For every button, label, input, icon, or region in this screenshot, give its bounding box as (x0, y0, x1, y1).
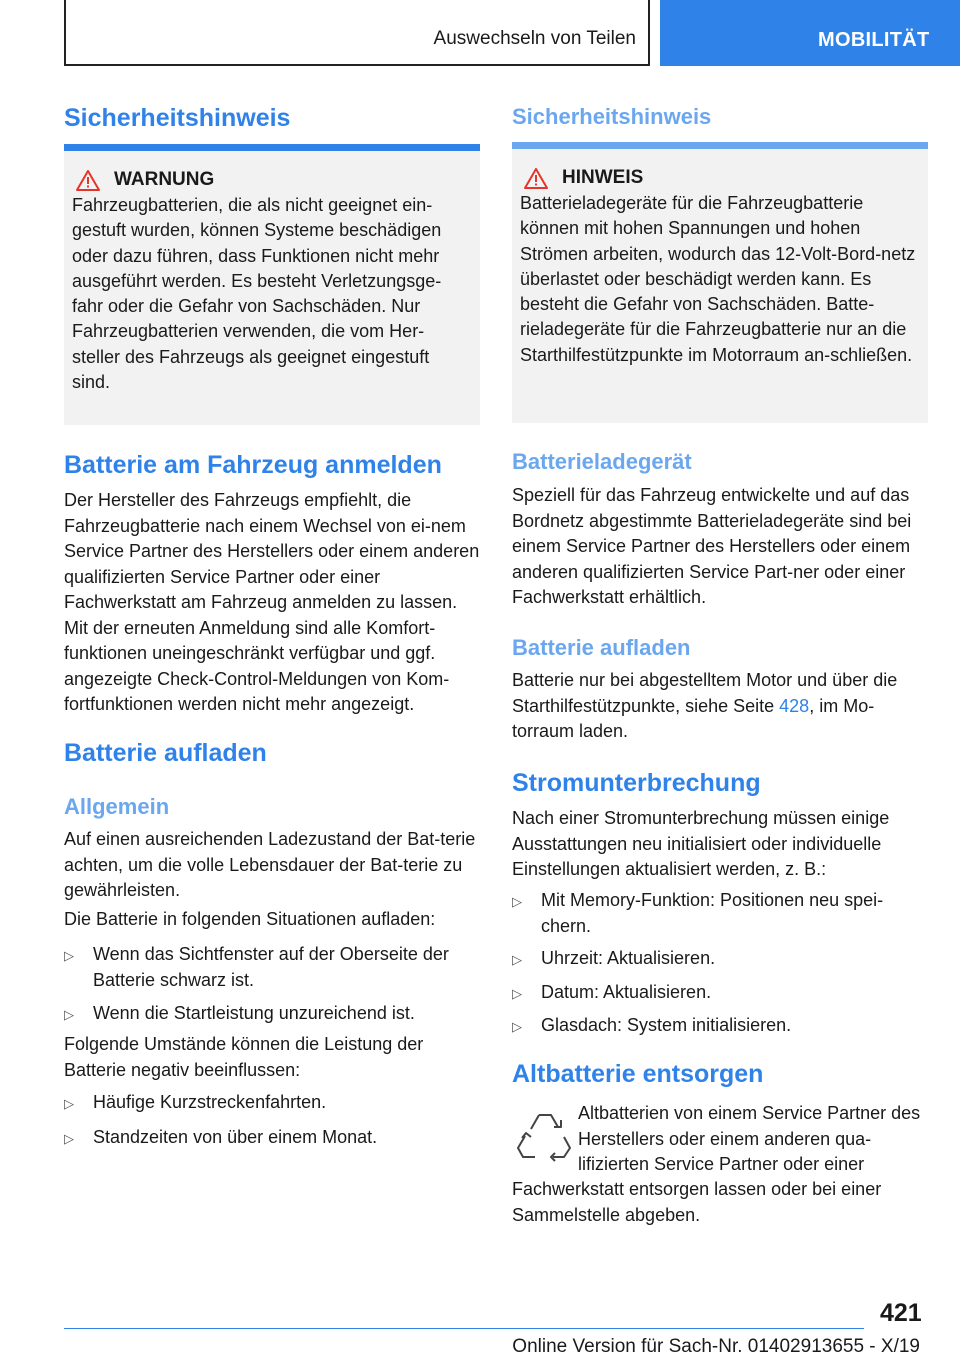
online-version-note: Online Version für Sach-Nr. 01402913655 - X/19 (512, 1336, 920, 1357)
section-title: Auswechseln von Teilen (433, 28, 636, 49)
factors-intro: Folgende Umstände können die Leistung der Batterie negativ beeinflussen: (64, 1034, 424, 1080)
triangle-bullet-icon: ▷ (64, 1096, 74, 1111)
situations-list (64, 942, 480, 1028)
recycle-icon (512, 1107, 578, 1163)
safety-heading-right: Sicherheitshinweis (512, 104, 712, 129)
triangle-bullet-icon: ▷ (512, 894, 522, 909)
notice-header (520, 167, 920, 189)
triangle-bullet-icon: ▷ (512, 952, 522, 967)
disposal-heading: Altbatterie entsorgen (512, 1060, 764, 1088)
disposal-text-side: Altbatterien von einem Service Partner des Herstellers oder einem anderen qua-lifizierten Service Partner oder einer (578, 1103, 921, 1174)
situations-intro: Die Batterie in folgenden Situationen aufladen: (64, 909, 436, 929)
list-item: ▷ Uhrzeit: Aktualisieren. (512, 946, 928, 973)
triangle-bullet-icon: ▷ (512, 1019, 522, 1034)
list-item: ▷ Datum: Aktualisieren. (512, 980, 928, 1007)
warning-box (64, 144, 480, 425)
triangle-bullet-icon: ▷ (512, 985, 522, 1001)
footer-divider (64, 1328, 864, 1329)
power-list (512, 888, 928, 1040)
triangle-bullet-icon: ▷ (64, 1130, 74, 1146)
warning-triangle-icon (524, 168, 548, 189)
power-text: Nach einer Stromunterbrechung müssen einige Ausstattungen neu initialisiert oder individuelle Einstellungen aktualisiert werden, z. B.: (512, 808, 890, 879)
warning-triangle-icon (76, 170, 100, 191)
page-link-428[interactable]: 428 (779, 695, 810, 716)
list-item: ▷ Mit Memory-Funktion: Positionen neu spei-chern. (512, 888, 928, 939)
chapter-tab[interactable]: MOBILITÄT (660, 0, 960, 66)
factors-list (64, 1090, 480, 1151)
triangle-bullet-icon: ▷ (64, 948, 74, 963)
register-text: Der Hersteller des Fahrzeugs empfiehlt, die Fahrzeugbatterie nach einem Wechsel von ei-nem Service Partner des Herstellers oder einem anderen qualifizierten Service Partner oder einer Fachwerkstatt am Fahrzeug anmelden zu lassen. Mit der erneuten Anmeldung sind alle Komfort-funktionen uneingeschränkt verfügbar und ggf. angezeigte Check-Control-Meldungen von Kom-fortfunktionen werden nicht mehr angezeigt. (64, 490, 480, 714)
disposal-row (512, 1101, 928, 1178)
register-heading: Batterie am Fahrzeug anmelden (64, 451, 442, 479)
charge-heading-left: Batterie aufladen (64, 739, 267, 767)
page-number: 421 (880, 1299, 922, 1327)
list-item: ▷ Glasdach: System initialisieren. (512, 1013, 928, 1040)
safety-heading-left: Sicherheitshinweis (64, 104, 291, 132)
disposal-text-full: Fachwerkstatt entsorgen lassen oder bei einer Sammelstelle abgeben. (512, 1179, 882, 1225)
charge-heading-right: Batterie aufladen (512, 635, 691, 660)
general-text: Auf einen ausreichenden Ladezustand der Bat-terie achten, um die volle Lebensdauer der Bat-terie zu gewährleisten. (64, 829, 476, 900)
general-heading: Allgemein (64, 794, 170, 819)
charge-text: Batterie nur bei abgestelltem Motor und über die Starthilfestützpunkte, siehe Seite 428, im Mo-torraum laden. (512, 670, 898, 741)
header-underline (64, 64, 650, 66)
list-item: ▷ Wenn das Sichtfenster auf der Oberseite der Batterie schwarz ist. (64, 942, 480, 993)
power-heading: Stromunterbrechung (512, 769, 761, 797)
list-item: ▷ Häufige Kurzstreckenfahrten. (64, 1090, 480, 1117)
charger-heading: Batterieladegerät (512, 449, 692, 474)
notice-label: HINWEIS (562, 167, 644, 188)
list-item: ▷ Standzeiten von über einem Monat. (64, 1125, 480, 1152)
triangle-bullet-icon: ▷ (64, 1007, 74, 1022)
warning-label: WARNUNG (114, 169, 215, 190)
warning-text: Fahrzeugbatterien, die als nicht geeignet ein-gestuft wurden, können Systeme beschädigen oder dazu führen, dass Funktionen nicht mehr ausgeführt werden. Es besteht Verletzungsge-fahr oder die Gefahr von Sachschäden. Nur Fahrzeugbatterien verwenden, die vom Her-steller des Fahrzeugs als geeignet eingestuft sind. (72, 195, 442, 393)
list-item: ▷ Wenn die Startleistung unzureichend ist. (64, 1001, 480, 1028)
notice-box (512, 142, 928, 423)
header-divider-right (648, 0, 650, 66)
notice-text: Batterieladegeräte für die Fahrzeugbatterie können mit hohen Spannungen und hohen Strömen arbeiten, wodurch das 12-Volt-Bord-netz überlastet oder beschädigt werden kann. Es besteht die Gefahr von Sachschäden. Batte-rieladegeräte für die Fahrzeugbatterie nur an die Starthilfestützpunkte im Motorraum an-schließen. (520, 193, 916, 365)
charger-text: Speziell für das Fahrzeug entwickelte und auf das Bordnetz abgestimmte Batterieladegeräte sind bei einem Service Partner des Herstellers oder einem anderen qualifizierten Service Part-ner oder einer Fachwerkstatt erhältlich. (512, 485, 912, 607)
warning-header (72, 169, 472, 191)
